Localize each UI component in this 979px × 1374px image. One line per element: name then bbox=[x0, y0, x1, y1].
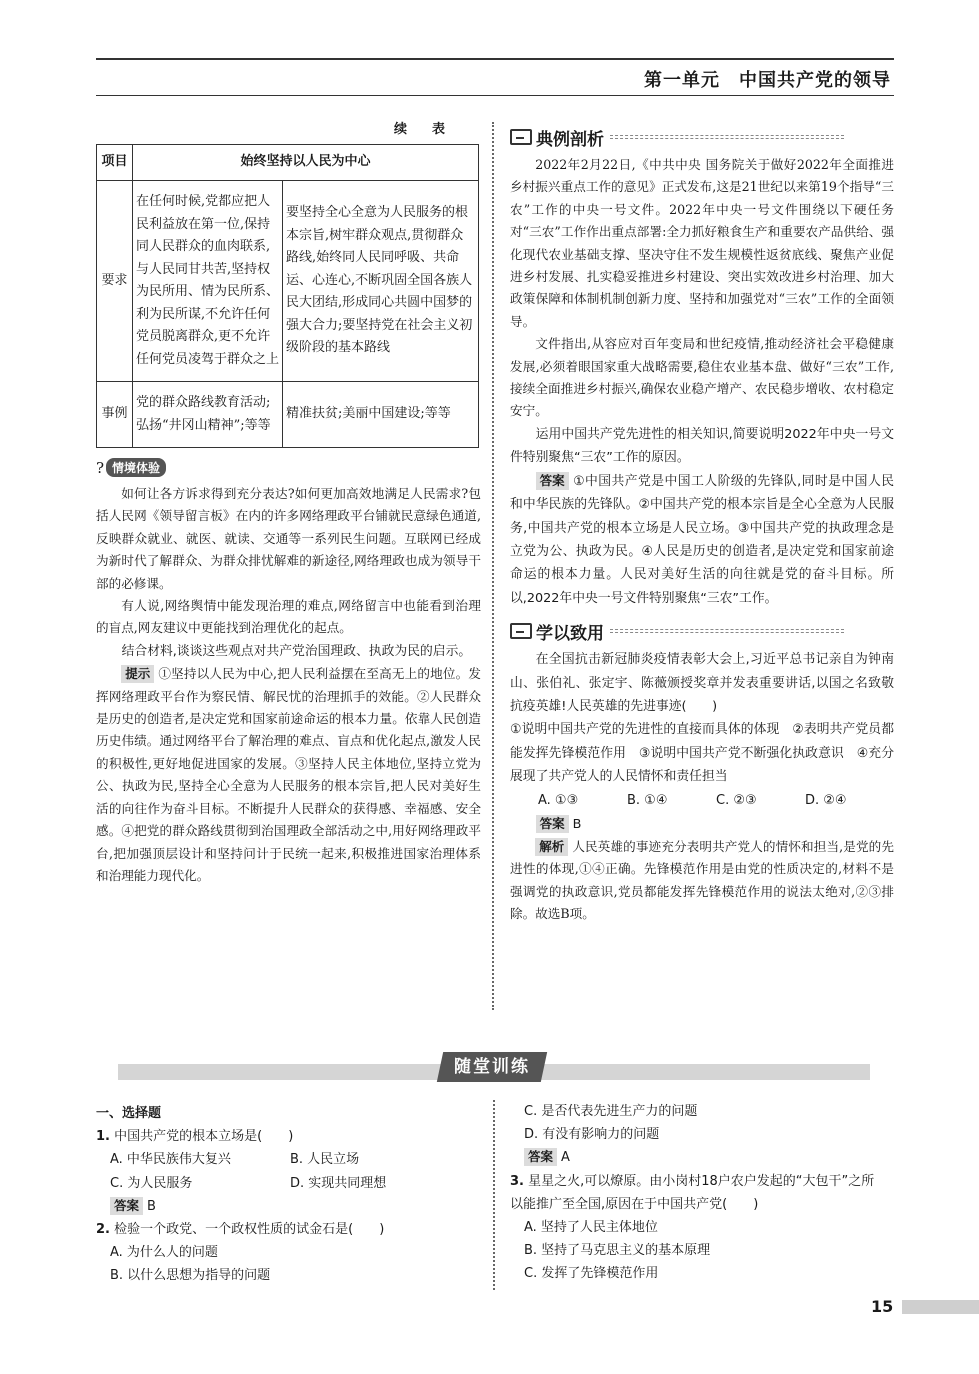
answer-tag: 答案 bbox=[536, 472, 569, 490]
section-icon bbox=[510, 129, 532, 145]
table-continued-label: 续 表 bbox=[393, 122, 451, 137]
option-b: B. 以什么思想为指导的问题 bbox=[110, 1268, 271, 1284]
training-right bbox=[510, 1100, 900, 1286]
table-header-item: 项目 bbox=[97, 145, 133, 181]
answer-tag: 答案 bbox=[110, 1197, 143, 1215]
table-cell: 党的群众路线教育活动;弘扬“井冈山精神”;等等 bbox=[133, 382, 283, 448]
option-a: A. 中华民族伟大复兴 bbox=[110, 1152, 231, 1168]
header-top-rule bbox=[96, 58, 894, 60]
xueyi-analysis bbox=[510, 836, 894, 926]
option-c: C. ②③ bbox=[716, 792, 757, 808]
qingjing-heading bbox=[96, 458, 481, 477]
dianli-paragraph: 2022年2月22日,《中共中央 国务院关于做好2022年全面推进乡村振兴重点工作的意见》正式发布,这是21世纪以来第19个指导“三农”工作的中央一号文件。2022年中央一号文件围绕以下硬任务对“三农”工作作出重点部署:全力抓好粮食生产和重要农产品供给、强化现代农业基础支撑、坚决守住不发生规模性返贫底线、聚焦产业促进乡村发展、扎实稳妥推进乡村建设、突出实效改进乡村治理、加大政策保障和体制机制创新力度、坚持和加强党对“三农”工作的全面领导。 bbox=[510, 157, 894, 329]
question-stem: 检验一个政党、一个政权性质的试金石是( ) bbox=[114, 1222, 385, 1238]
answer-text: A bbox=[561, 1150, 570, 1166]
right-column bbox=[510, 124, 894, 926]
lightbulb-icon: ? bbox=[96, 458, 105, 477]
analysis-text: 人民英雄的事迹充分表明共产党人的情怀和担当,是党的先进性的体现,①④正确。先锋模范作用是由党的性质决定的,材料不是强调党的执政意识,党员都能发挥先锋模范作用的说法太绝对,②③排除。故选B项。 bbox=[510, 838, 894, 922]
question-number: 1. bbox=[96, 1129, 110, 1145]
answer-tag: 答案 bbox=[524, 1148, 557, 1166]
unit-title: 第一单元 中国共产党的领导 bbox=[644, 70, 891, 91]
qingjing-question: 结合材料,谈谈这些观点对共产党治国理政、执政为民的启示。 bbox=[121, 643, 472, 659]
column-divider bbox=[492, 122, 494, 1010]
table-header-title: 始终坚持以人民为中心 bbox=[133, 145, 479, 181]
left-column bbox=[96, 118, 481, 887]
table-cell: 在任何时候,党都应把人民利益放在第一位,保持同人民群众的血肉联系,与人民同甘共苦,坚持权为民所用、情为民所系、利为民所谋,不允许任何党员脱离群众,更不允许任何党员凌驾于群众之上 bbox=[133, 181, 283, 382]
answer-text: B bbox=[572, 816, 582, 832]
row-label-example: 事例 bbox=[97, 382, 133, 448]
answer-tag: 答案 bbox=[536, 815, 569, 833]
xueyi-answer bbox=[510, 813, 894, 836]
page-number-bar bbox=[902, 1300, 979, 1314]
qingjing-paragraph: 有人说,网络舆情中能发现治理的难点,网络留言中也能看到治理的盲点,网友建议中更能找到治理优化的起点。 bbox=[96, 598, 481, 636]
question-number: 3. bbox=[510, 1173, 524, 1189]
options-row bbox=[96, 1148, 486, 1171]
xueyi-options bbox=[510, 789, 894, 813]
option-a: A. 为什么人的问题 bbox=[110, 1245, 218, 1261]
table-row bbox=[97, 382, 479, 448]
question-stem: 中国共产党的根本立场是( ) bbox=[114, 1129, 294, 1145]
option-b: B. 人民立场 bbox=[290, 1152, 360, 1168]
column-divider bbox=[493, 1100, 495, 1290]
option-b: B. ①④ bbox=[627, 792, 668, 808]
option-d: D. ②④ bbox=[805, 792, 847, 808]
section-heading: 一、选择题 bbox=[96, 1106, 162, 1121]
dianli-heading bbox=[510, 124, 894, 150]
option-a: A. ①③ bbox=[538, 792, 579, 808]
xueyi-heading bbox=[510, 618, 894, 644]
question-stem: 星星之火,可以燎原。由小岗村18户农户发起的“大包干”之所以能推广至全国,原因在于中国共产党( ) bbox=[510, 1173, 875, 1212]
answer-text: B bbox=[147, 1198, 156, 1214]
dianli-paragraph: 文件指出,从容应对百年变局和世纪疫情,推动经济社会平稳健康发展,必须着眼国家重大战略需要,稳住农业基本盘、做好“三农”工作,接续全面推进乡村振兴,确保农业稳产增产、农民稳步增收、农村稳定安宁。 bbox=[510, 336, 894, 419]
options-row bbox=[96, 1172, 486, 1195]
option-c: C. 发挥了先锋模范作用 bbox=[524, 1266, 659, 1282]
question-1 bbox=[96, 1125, 486, 1148]
answer-line bbox=[96, 1195, 486, 1218]
training-banner-title: 随堂训练 bbox=[454, 1057, 530, 1077]
hint-block bbox=[96, 663, 481, 887]
question-2 bbox=[96, 1218, 486, 1241]
option-d: D. 实现共同理想 bbox=[290, 1175, 387, 1191]
xueyi-stem: 在全国抗击新冠肺炎疫情表彰大会上,习近平总书记亲自为钟南山、张伯礼、张定宇、陈薇颁授奖章并发表重要讲话,以国之名致敬抗疫英雄!人民英雄的先进事迹( ) bbox=[510, 652, 894, 714]
table-row bbox=[97, 181, 479, 382]
summary-table bbox=[96, 144, 479, 448]
option-a: A. 坚持了人民主体地位 bbox=[524, 1220, 658, 1236]
qingjing-title: 情境体验 bbox=[106, 458, 166, 477]
question-number: 2. bbox=[96, 1222, 110, 1238]
section-icon bbox=[510, 623, 532, 639]
analysis-tag: 解析 bbox=[535, 838, 568, 856]
question-3 bbox=[510, 1170, 900, 1216]
table-cell: 要坚持全心全意为人民服务的根本宗旨,树牢群众观点,贯彻群众路线,始终同人民同呼吸、共命运、心连心,不断巩固全国各族人民大团结,形成同心共圆中国梦的强大合力;要坚持党在社会主义初级阶段的基本路线 bbox=[283, 181, 479, 382]
option-c: C. 是否代表先进生产力的问题 bbox=[524, 1104, 698, 1119]
training-left bbox=[96, 1102, 486, 1288]
option-c: C. 为人民服务 bbox=[110, 1175, 193, 1191]
section-divider bbox=[610, 135, 844, 139]
qingjing-paragraph: 如何让各方诉求得到充分表达?如何更加高效地满足人民需求?包括人民网《领导留言板》在内的许多网络理政平台铺就民意绿色通道,反映群众就业、就医、就读、交通等一系列民生问题。互联网已经成为新时代了解群众、为群众排忧解难的新途径,网络理政也成为领导干部的必修课。 bbox=[96, 486, 481, 591]
header-bottom-rule bbox=[96, 95, 894, 96]
answer-text: ①中国共产党是中国工人阶级的先锋队,同时是中国人民和中华民族的先锋队。②中国共产党的根本宗旨是全心全意为人民服务,中国共产党的根本立场是人民立场。③中国共产党的执政理念是立党为公、执政为民。④人民是历史的创造者,是决定党和国家前途命运的根本力量。人民对美好生活的向往就是党的奋斗目标。所以,2022年中央一号文件特别聚焦“三农”工作。 bbox=[510, 473, 894, 606]
option-b: B. 坚持了马克思主义的基本原理 bbox=[524, 1243, 711, 1259]
hint-tag: 提示 bbox=[121, 665, 154, 683]
xueyi-items: ①说明中国共产党的先进性的直接而具体的体现 ②表明共产党员都能发挥先锋模范作用 ③说明中国共产党不断强化执政意识 ④充分展现了共产党人的人民情怀和责任担当 bbox=[510, 722, 894, 785]
xueyi-title: 学以致用 bbox=[536, 623, 604, 644]
row-label-requirement: 要求 bbox=[97, 181, 133, 382]
section-divider bbox=[610, 629, 844, 633]
option-d: D. 有没有影响力的问题 bbox=[524, 1127, 660, 1143]
dianli-answer bbox=[510, 470, 894, 610]
table-cell: 精准扶贫;美丽中国建设;等等 bbox=[283, 382, 479, 448]
dianli-question: 运用中国共产党先进性的相关知识,简要说明2022年中央一号文件特别聚焦“三农”工作的原因。 bbox=[510, 426, 894, 466]
answer-line bbox=[510, 1146, 900, 1169]
page-number: 15 bbox=[871, 1297, 894, 1316]
dianli-title: 典例剖析 bbox=[536, 129, 604, 150]
hint-text: ①坚持以人民为中心,把人民利益摆在至高无上的地位。发挥网络理政平台作为察民情、解民忧的治理抓手的效能。②人民群众是历史的创造者,是决定党和国家前途命运的根本力量。依靠人民创造历史伟绩。通过网络平台了解治理的难点、盲点和优化起点,激发人民的积极性,更好地促进国家的发展。③坚持人民主体地位,坚持立党为公、执政为民,坚持全心全意为人民服务的根本宗旨,把人民对美好生活的向往作为奋斗目标。不断提升人民群众的获得感、幸福感、安全感。④把党的群众路线贯彻到治国理政全部活动之中,用好网络理政平台,把加强顶层设计和坚持问计于民统一起来,积极推进国家治理体系和治理能力现代化。 bbox=[96, 666, 481, 883]
